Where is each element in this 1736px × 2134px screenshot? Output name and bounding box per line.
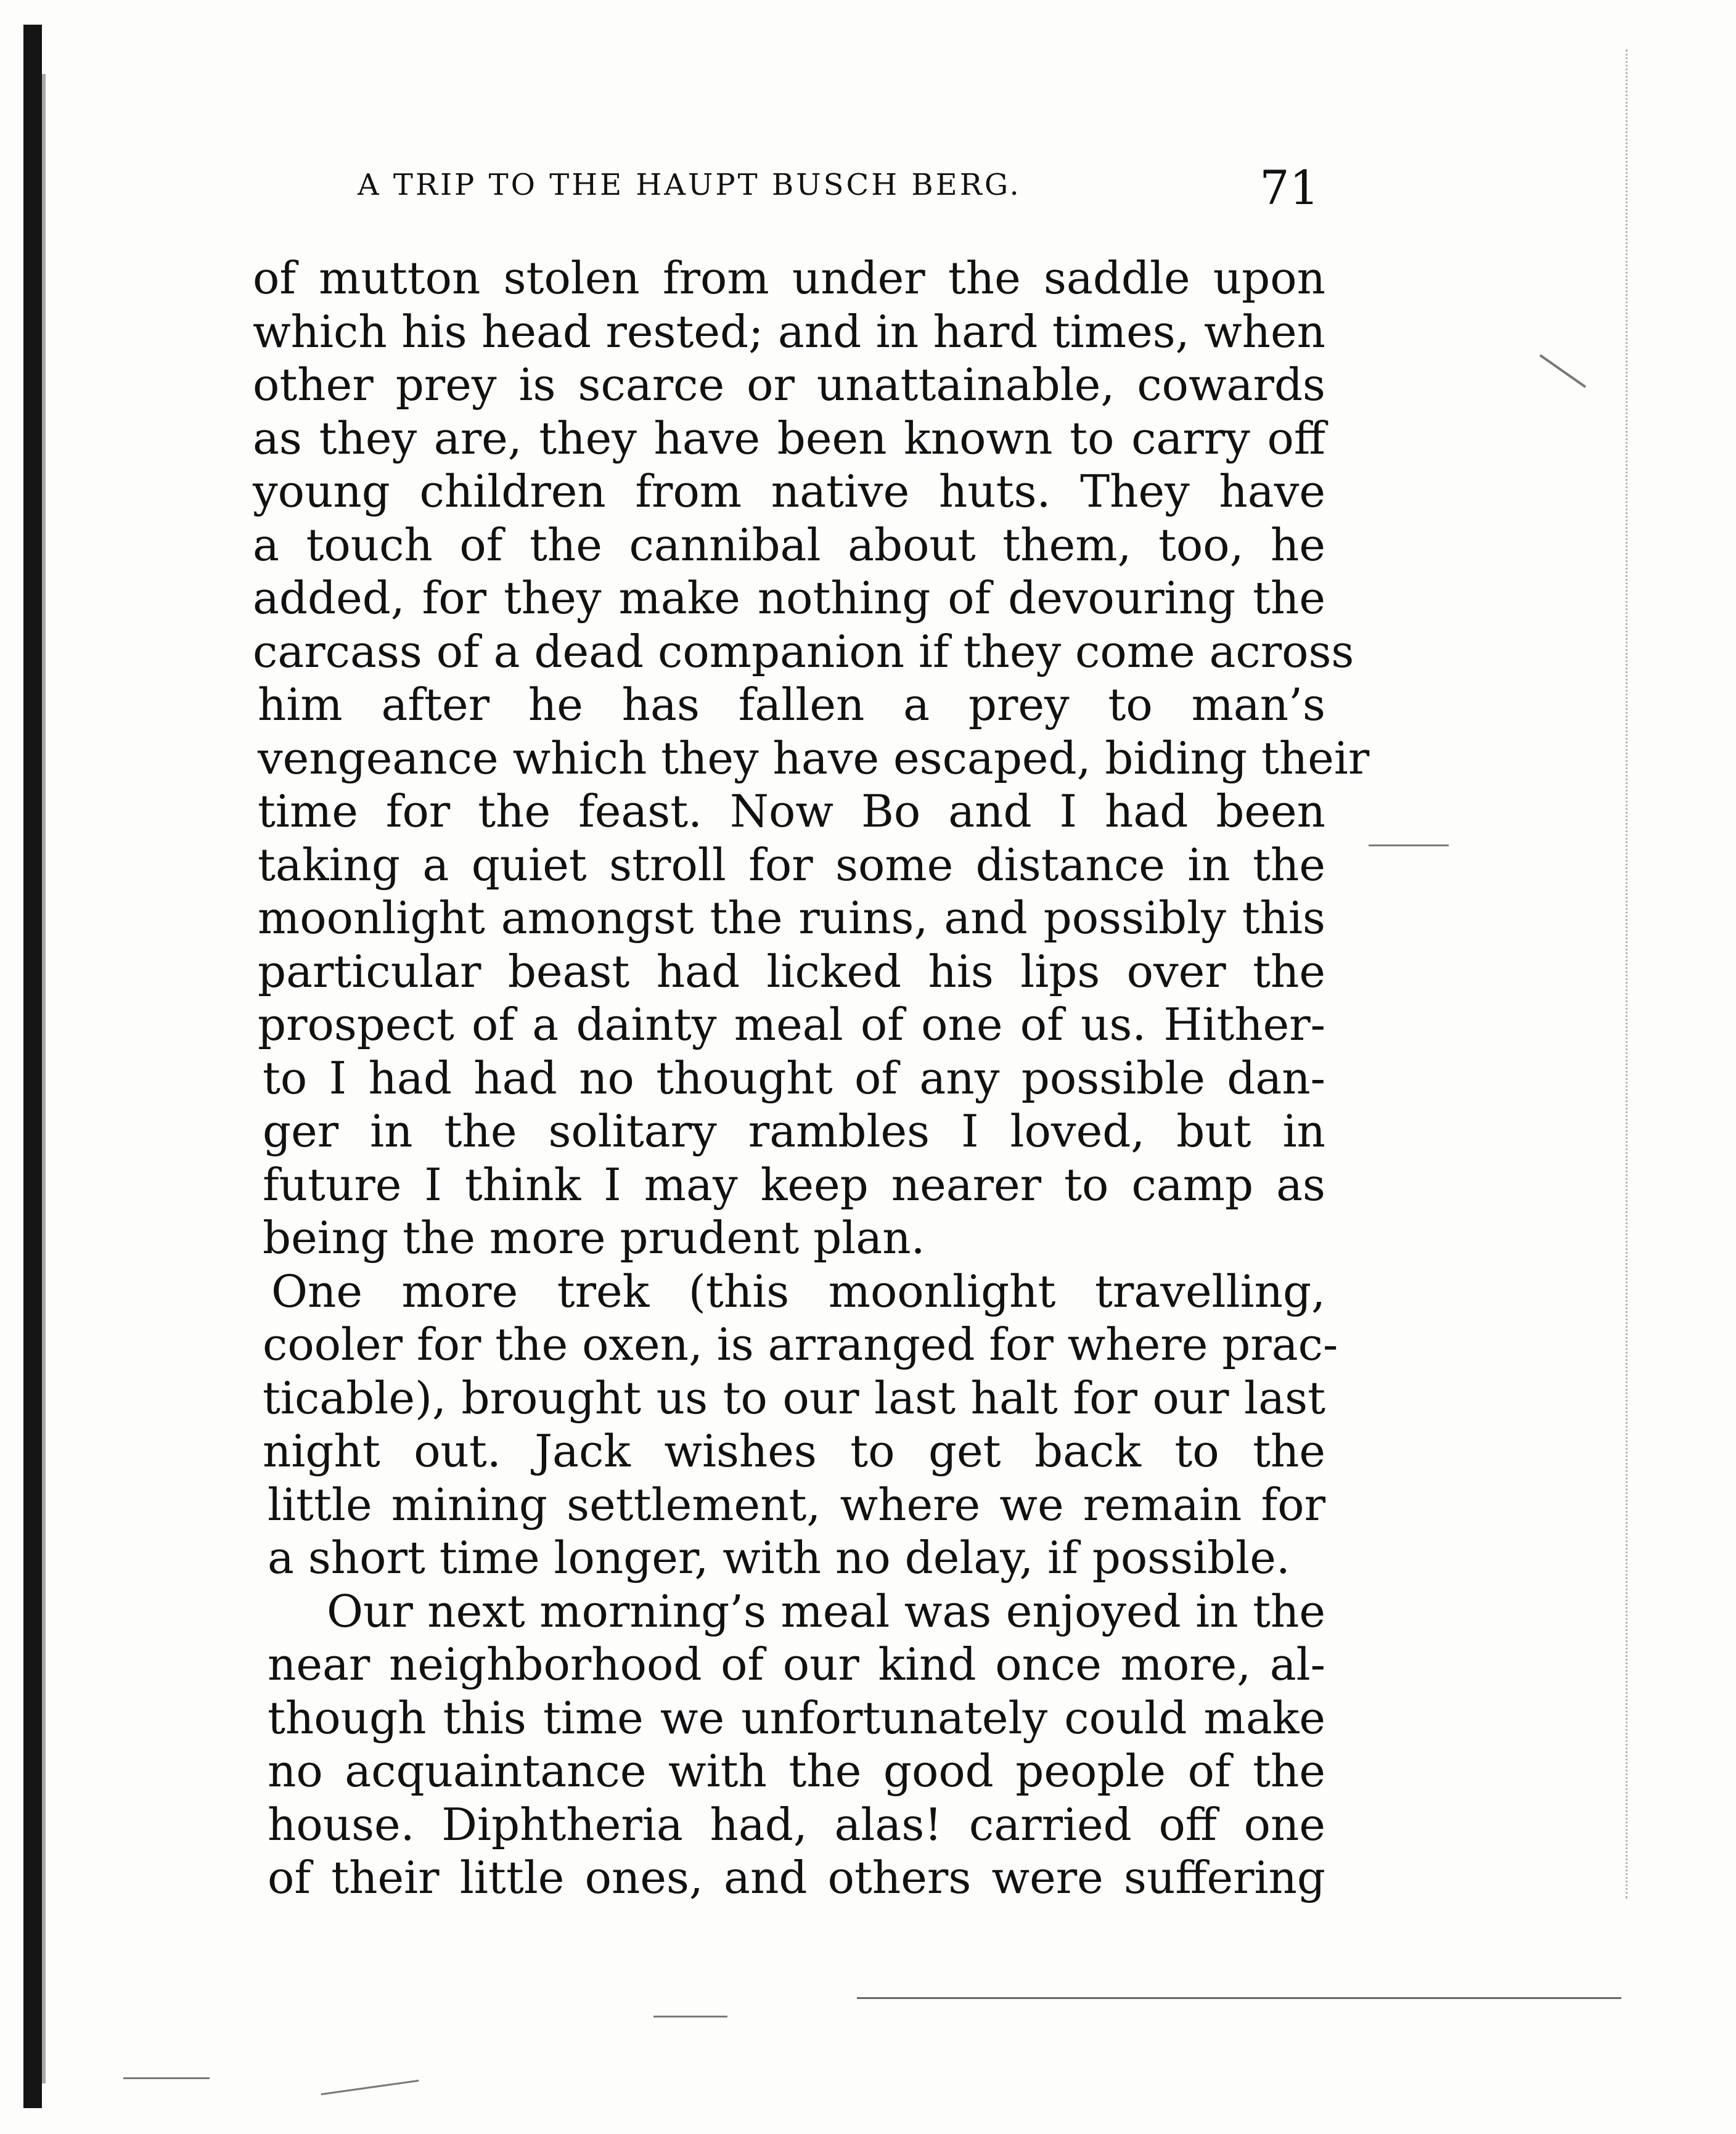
text-line: as they are, they have been known to carry off: [253, 412, 1325, 464]
text-line: vengeance which they have escaped, biding their: [258, 732, 1370, 784]
text-line: night out. Jack wishes to get back to the: [263, 1425, 1325, 1477]
paragraph-first-line: Our next morning’s meal was enjoyed in the: [327, 1585, 1325, 1637]
text-line: though this time we unfortunately could make: [268, 1691, 1325, 1744]
stray-ink-mark: [1539, 354, 1586, 388]
binding-shadow: [42, 74, 46, 2083]
bottom-rule-line: [857, 1997, 1621, 1999]
running-head-title: A TRIP TO THE HAUPT BUSCH BERG.: [358, 168, 1022, 202]
text-line: of their little ones, and others were suffering: [268, 1852, 1325, 1903]
text-line: him after he has fallen a prey to man’s: [258, 679, 1325, 730]
body-text: [253, 251, 1370, 1905]
text-line: ticable), brought us to our last halt for our last: [263, 1372, 1325, 1424]
stray-ink-mark: [123, 2077, 210, 2079]
stray-ink-mark: [653, 2016, 727, 2017]
text-line: other prey is scarce or unattainable, cowards: [253, 359, 1325, 411]
text-line: young children from native huts. They have: [253, 465, 1325, 517]
text-line: added, for they make nothing of devouring the: [253, 572, 1325, 624]
text-line: carcass of a dead companion if they come across: [253, 625, 1354, 677]
paragraph-end-line: a short time longer, with no delay, if possible.: [268, 1532, 1290, 1584]
text-line: future I think I may keep nearer to camp as: [263, 1158, 1325, 1211]
margin-specks: [1622, 49, 1628, 1899]
text-line: little mining settlement, where we remain for: [268, 1478, 1325, 1531]
running-head: [358, 160, 1319, 215]
text-line: prospect of a dainty meal of one of us. Hither-: [258, 999, 1325, 1050]
text-line: no acquaintance with the good people of the: [268, 1745, 1325, 1797]
paragraph-first-line: One more trek (this moonlight travelling,: [271, 1265, 1325, 1317]
text-line: cooler for the oxen, is arranged for where prac-: [263, 1318, 1338, 1370]
stray-ink-mark: [1369, 844, 1449, 846]
text-line: ger in the solitary rambles I loved, but in: [263, 1105, 1325, 1157]
book-binding-edge: [23, 25, 42, 2108]
page-number: 71: [1259, 160, 1319, 215]
text-line: house. Diphtheria had, alas! carried off one: [268, 1798, 1325, 1850]
text-line: moonlight amongst the ruins, and possibly this: [258, 892, 1325, 944]
text-line: taking a quiet stroll for some distance in the: [258, 838, 1325, 891]
text-line: time for the feast. Now Bo and I had been: [258, 785, 1325, 837]
text-line: to I had had no thought of any possible dan-: [263, 1052, 1325, 1104]
text-line: which his head rested; and in hard times, when: [253, 305, 1325, 358]
stray-ink-mark: [321, 2080, 419, 2095]
text-line: particular beast had licked his lips over the: [258, 945, 1325, 997]
text-line: of mutton stolen from under the saddle upon: [253, 252, 1325, 304]
paragraph-end-line: being the more prudent plan.: [263, 1212, 925, 1264]
text-line: near neighborhood of our kind once more, al-: [268, 1638, 1325, 1690]
text-line: a touch of the cannibal about them, too, he: [253, 518, 1325, 571]
